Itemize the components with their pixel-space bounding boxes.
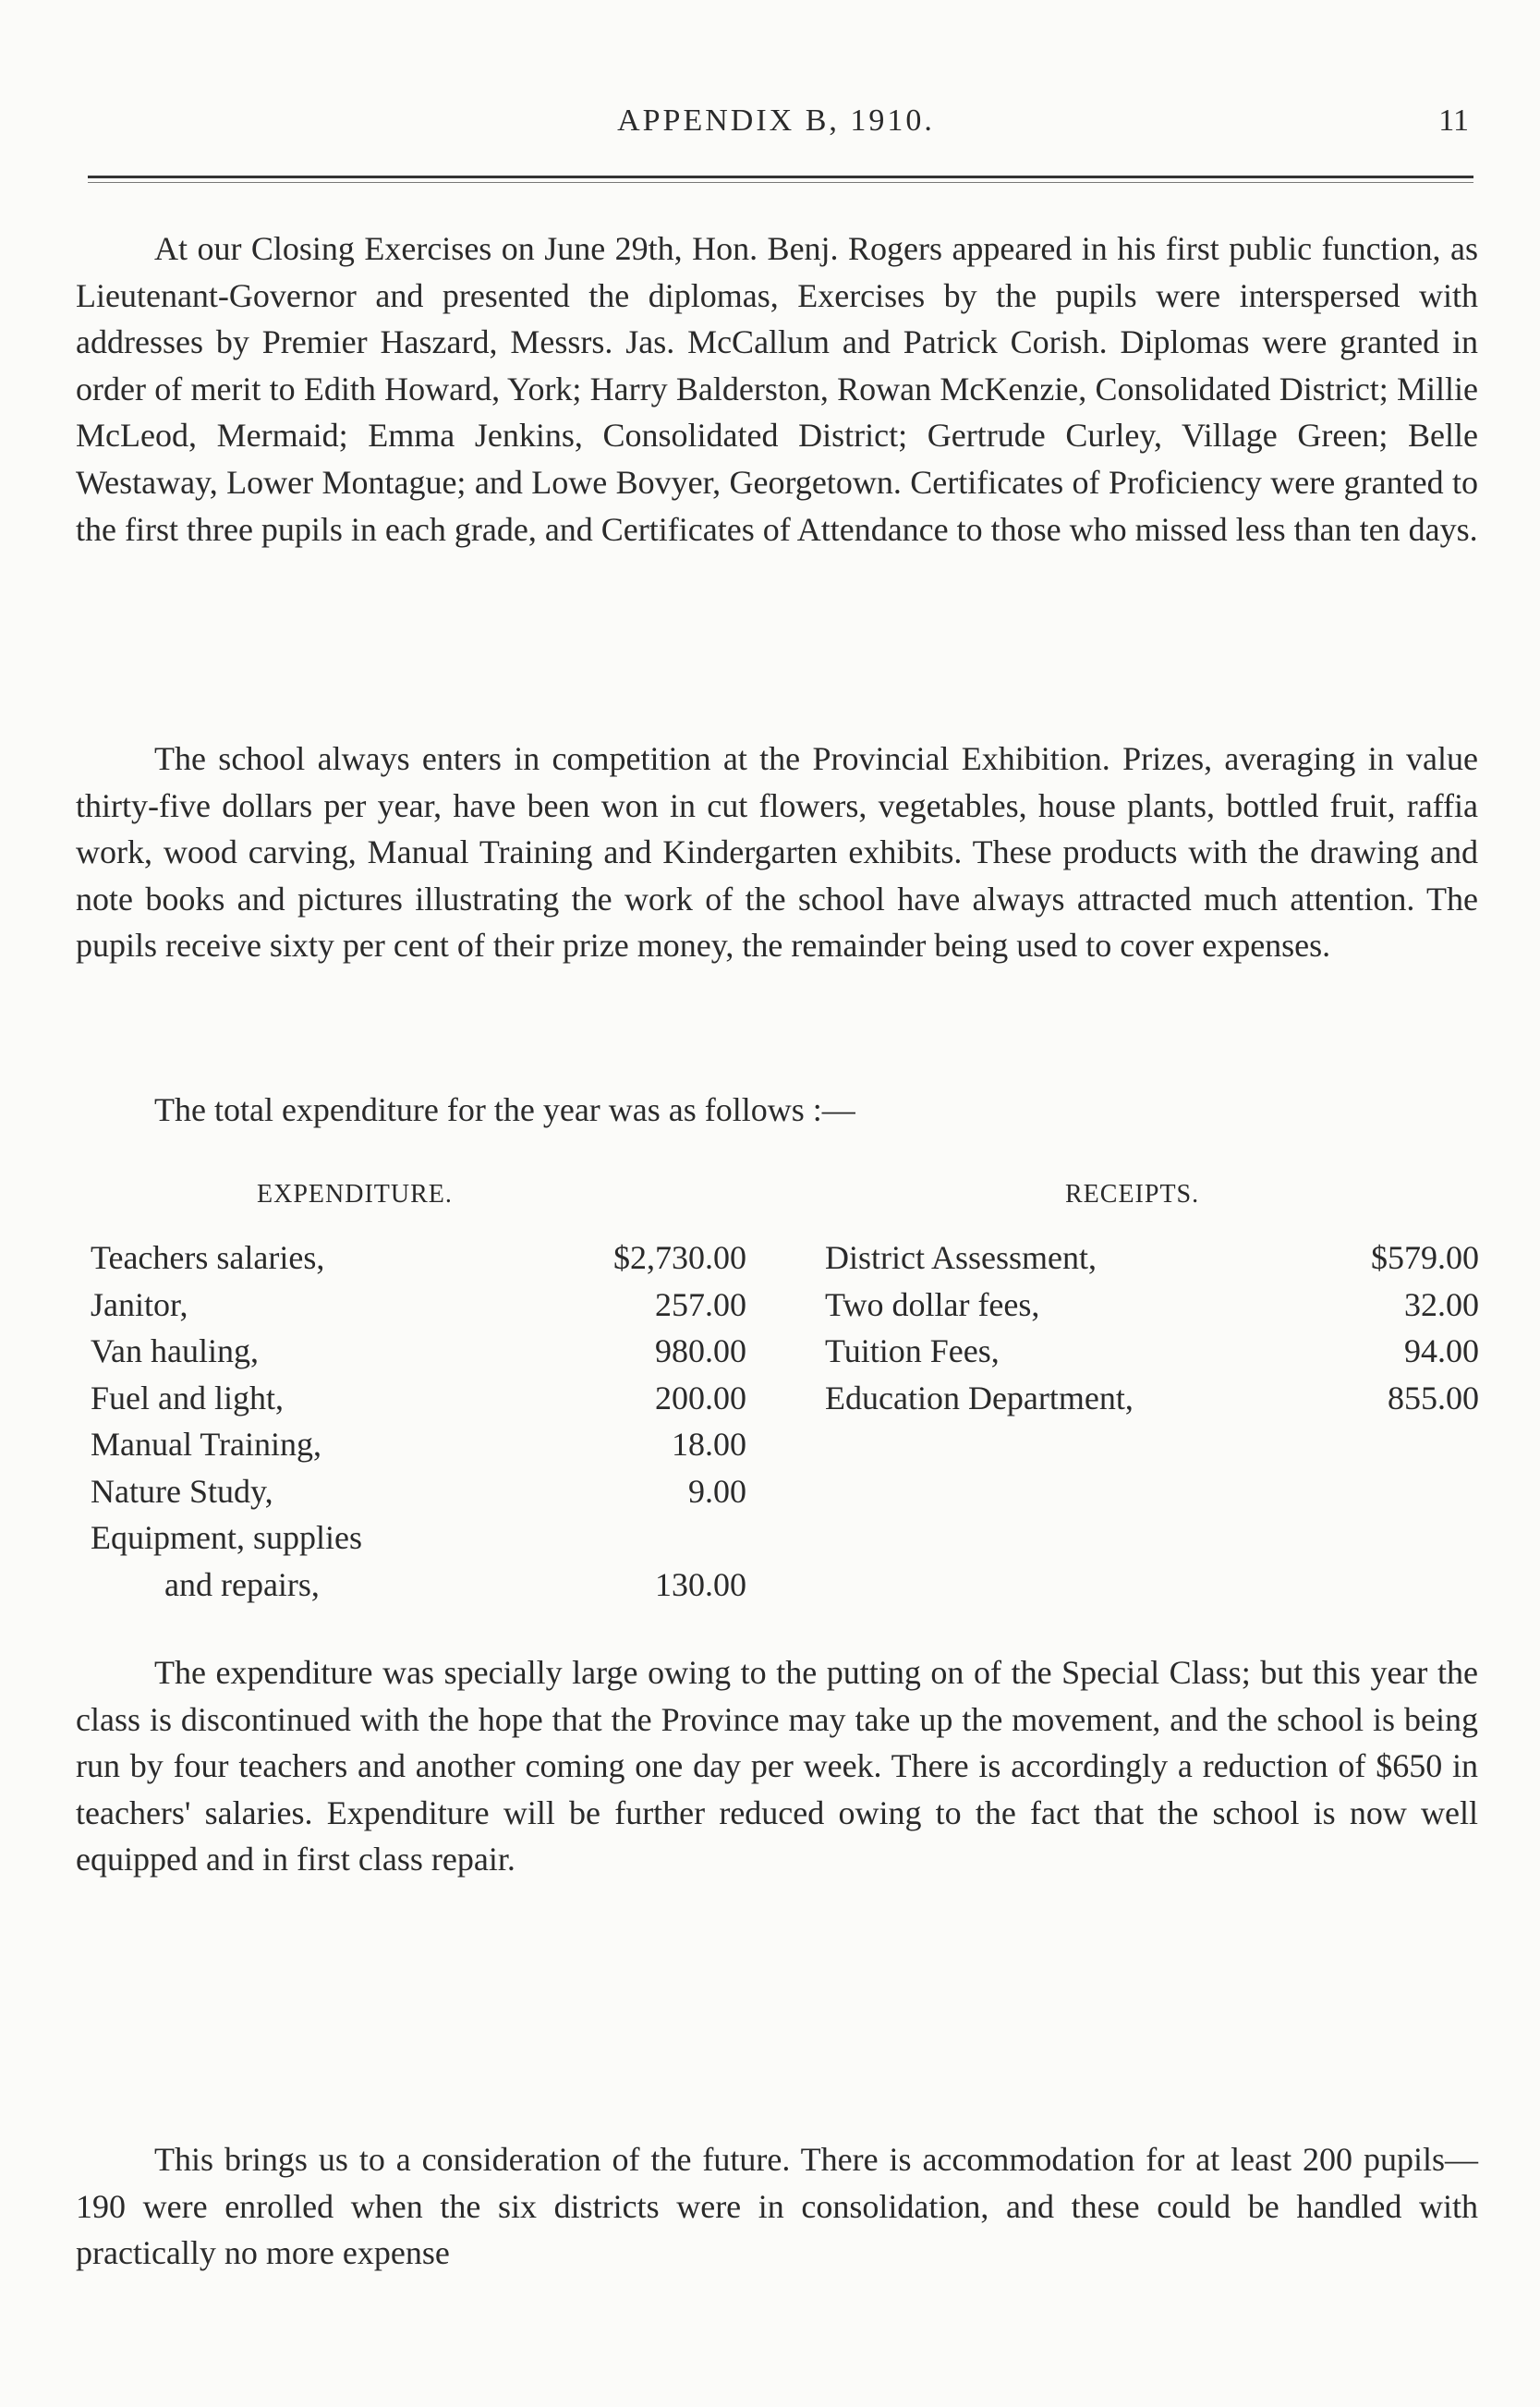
expense-label: Manual Training, (91, 1426, 322, 1463)
expenditure-table (91, 1234, 746, 1608)
receipt-amount: 94.00 (1404, 1332, 1479, 1369)
table-row (91, 1234, 746, 1282)
expense-amount: $2,730.00 (613, 1239, 746, 1276)
paragraph-special-class: The expenditure was specially large owing to the putting on of the Special Class; but this year the class is discontinued with the hope that the Province may take up the movement, and the school is being run by four teachers and another coming one day per week. There is accordingly a reduction of $650 in teachers' salaries. Expenditure will be further reduced owing to the fact that the school is now well equipped and in first class repair. (76, 1654, 1478, 1878)
receipt-amount: 32.00 (1404, 1285, 1479, 1323)
paragraph-future: This brings us to a consideration of the future. There is accommodation for at least 200 pupils—190 were enrolled when the six districts were in consolidation, and these could be handled with practically no more expense (76, 2141, 1478, 2272)
expenditure-heading: EXPENDITURE. (257, 1180, 453, 1209)
receipt-label: Two dollar fees, (825, 1285, 1040, 1323)
expense-label: Fuel and light, (91, 1379, 284, 1416)
expense-label: Janitor, (91, 1285, 188, 1323)
table-row (825, 1375, 1479, 1422)
receipt-label: Education Department, (825, 1379, 1134, 1416)
expense-amount: 980.00 (655, 1332, 746, 1369)
table-row (91, 1421, 746, 1468)
page-header (74, 103, 1478, 150)
table-row (825, 1328, 1479, 1375)
expense-label: Van hauling, (91, 1332, 259, 1369)
expense-label: Nature Study, (91, 1472, 273, 1510)
expense-amount: 200.00 (655, 1379, 746, 1416)
table-row (91, 1514, 746, 1562)
table-row (91, 1282, 746, 1329)
header-rule (88, 176, 1473, 178)
receipt-label: District Assessment, (825, 1239, 1097, 1276)
expense-label: Teachers salaries, (91, 1239, 325, 1276)
running-title: APPENDIX B, 1910. (617, 103, 935, 138)
receipt-amount: $579.00 (1371, 1239, 1479, 1276)
paragraph-expenditure-intro: The total expenditure for the year was as follows :— (154, 1091, 855, 1128)
receipts-table (825, 1234, 1479, 1421)
table-row (825, 1282, 1479, 1329)
header-rule-thin (88, 182, 1473, 183)
table-row (825, 1234, 1479, 1282)
expense-label: and repairs, (164, 1565, 320, 1603)
page-number: 11 (1438, 103, 1469, 138)
receipts-heading: RECEIPTS. (1065, 1180, 1200, 1209)
expense-amount: 257.00 (655, 1285, 746, 1323)
expense-label: Equipment, supplies (91, 1519, 362, 1556)
table-row (91, 1468, 746, 1515)
expense-amount: 130.00 (655, 1565, 746, 1603)
table-row (91, 1328, 746, 1375)
table-row (91, 1375, 746, 1422)
table-row (91, 1562, 746, 1609)
paragraph-exhibition: The school always enters in competition at the Provincial Exhibition. Prizes, averaging in value thirty-five dollars per year, have been won in cut flowers, vegetables, house plants, bottled fruit, raffia work, wood carving, Manual Training and Kindergarten exhibits. These products with the drawing and note books and pictures illustrating the work of the school have always attracted much attention. The pupils receive sixty per cent of their prize money, the remainder being used to cover expenses. (76, 740, 1478, 965)
paragraph-closing-exercises: At our Closing Exercises on June 29th, Hon. Benj. Rogers appeared in his first public function, as Lieutenant-Governor and presented the diplomas, Exercises by the pupils were interspersed with addresses by Premier Haszard, Messrs. Jas. McCallum and Patrick Corish. Diplomas were granted in order of merit to Edith Howard, York; Harry Balderston, Rowan McKenzie, Consolidated District; Millie McLeod, Mermaid; Emma Jenkins, Consolidated District; Gertrude Curley, Village Green; Belle Westaway, Lower Montague; and Lowe Bovyer, Georgetown. Certificates of Proficiency were granted to the first three pupils in each grade, and Certificates of Attendance to those who missed less than ten days. (76, 230, 1478, 548)
expense-amount: 9.00 (688, 1472, 746, 1510)
expense-amount: 18.00 (672, 1426, 746, 1463)
receipt-label: Tuition Fees, (825, 1332, 1000, 1369)
receipt-amount: 855.00 (1388, 1379, 1479, 1416)
